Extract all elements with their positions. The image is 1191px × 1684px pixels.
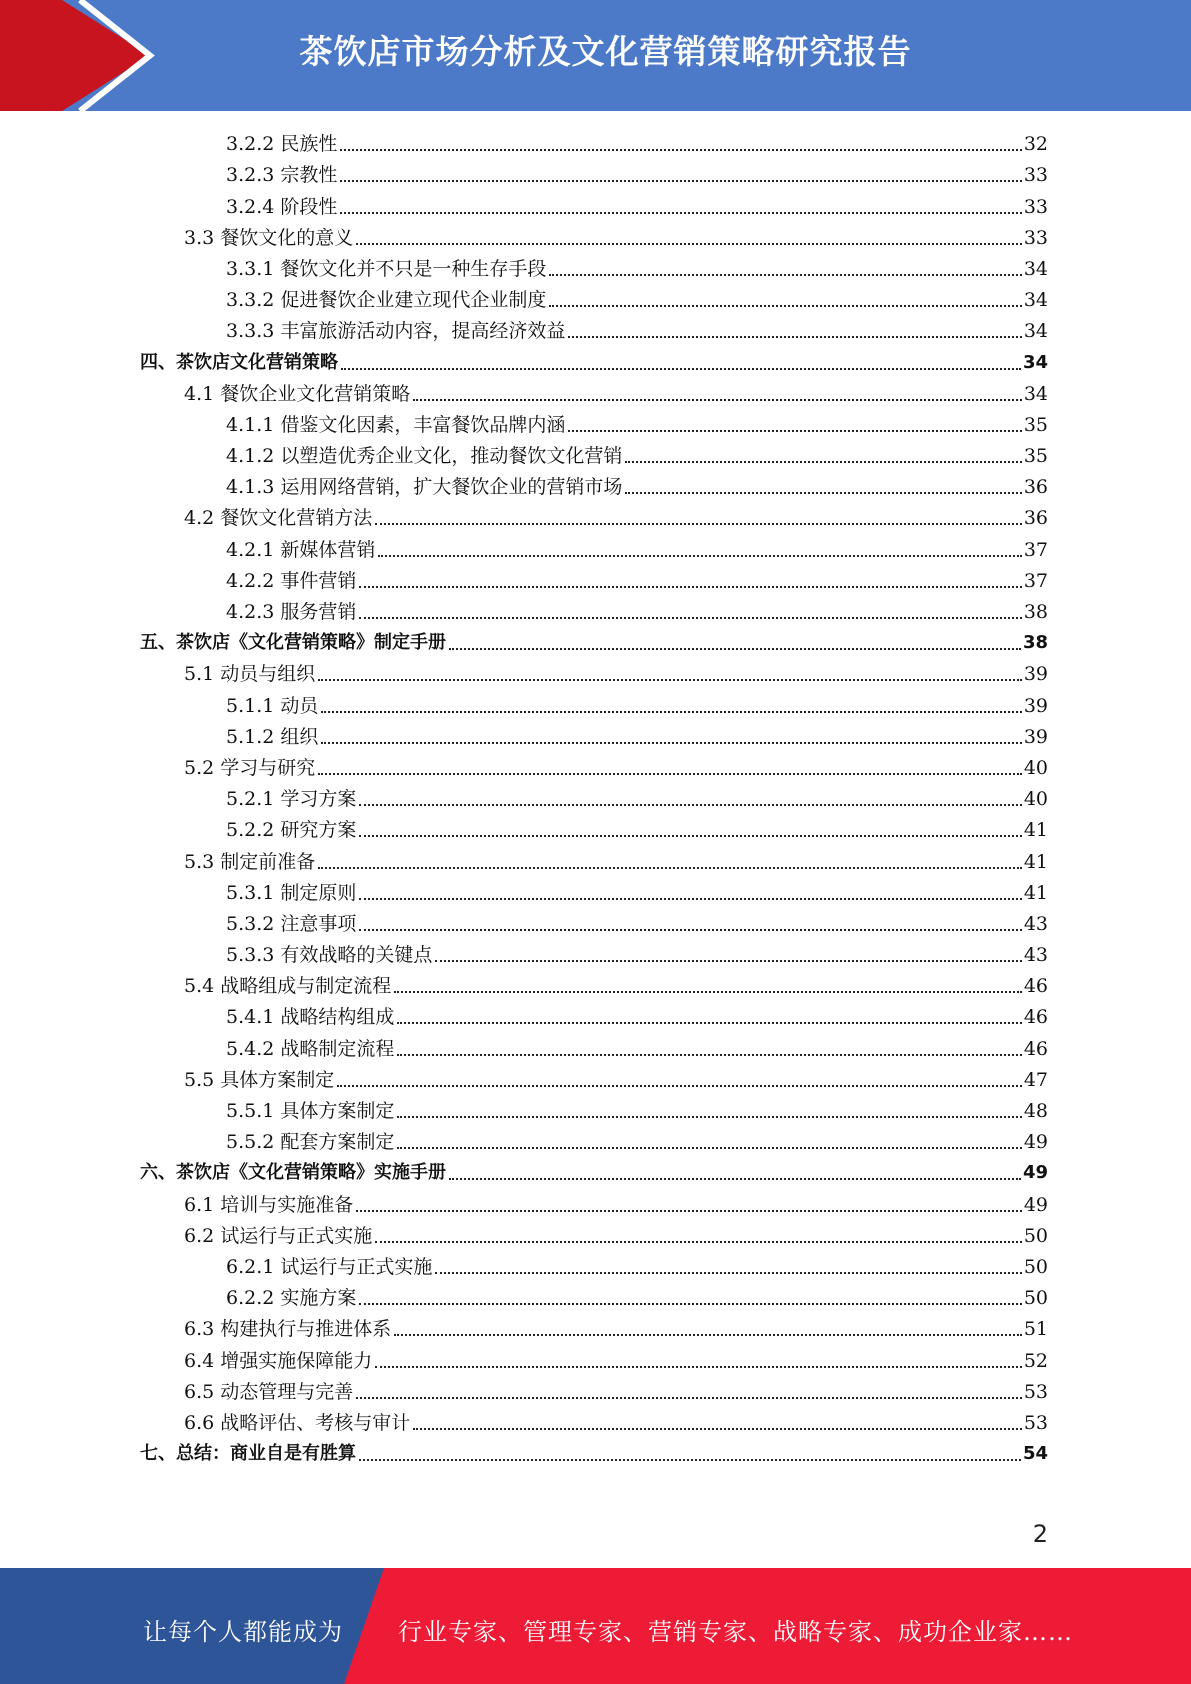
toc-entry[interactable] — [140, 531, 1048, 562]
toc-entry[interactable] — [140, 344, 1048, 375]
toc-entry[interactable] — [140, 1062, 1048, 1093]
toc-entry[interactable] — [140, 656, 1048, 687]
dot-leader — [356, 1210, 1022, 1212]
toc-entry-title: 3.3.1 餐饮文化并不只是一种生存手段 — [226, 257, 547, 280]
dot-leader — [568, 336, 1021, 338]
toc-entry[interactable] — [140, 469, 1048, 500]
toc-entry-page: 39 — [1023, 663, 1048, 686]
toc-entry-page: 40 — [1023, 788, 1048, 811]
toc-entry-title: 5.5.1 具体方案制定 — [226, 1100, 395, 1122]
toc-entry-page: 37 — [1023, 569, 1048, 592]
toc-entry-title: 5.1 动员与组织 — [184, 663, 316, 686]
toc-entry-title: 4.1.2 以塑造优秀企业文化，推动餐饮文化营销 — [226, 445, 623, 468]
toc-entry-page: 43 — [1023, 944, 1048, 967]
toc-entry-page: 36 — [1023, 507, 1048, 530]
toc-entry-page: 46 — [1023, 1037, 1048, 1060]
toc-entry-page: 37 — [1023, 538, 1048, 561]
toc-entry[interactable] — [140, 999, 1048, 1030]
toc-entry[interactable] — [140, 1342, 1048, 1373]
toc-entry-title: 6.2 试运行与正式实施 — [184, 1224, 373, 1247]
toc-entry-page: 47 — [1023, 1068, 1048, 1091]
toc-entry-title: 五、茶饮店《文化营销策略》制定手册 — [140, 632, 446, 654]
dot-leader — [359, 1459, 1021, 1461]
toc-entry[interactable] — [140, 376, 1048, 407]
toc-entry-page: 34 — [1023, 257, 1048, 280]
toc-entry-title: 5.2.2 研究方案 — [226, 819, 357, 842]
toc-entry[interactable] — [140, 1405, 1048, 1436]
toc-entry-page: 33 — [1023, 226, 1048, 249]
dot-leader — [359, 1303, 1021, 1305]
toc-entry[interactable] — [140, 906, 1048, 937]
toc-entry[interactable] — [140, 282, 1048, 313]
toc-entry[interactable] — [140, 251, 1048, 282]
toc-entry-title: 5.4.2 战略制定流程 — [226, 1037, 395, 1060]
toc-entry-title: 3.2.3 宗教性 — [226, 164, 338, 187]
toc-entry[interactable] — [140, 812, 1048, 843]
toc-entry-page: 41 — [1023, 881, 1048, 904]
toc-entry[interactable] — [140, 313, 1048, 344]
page-header — [0, 0, 1191, 111]
toc-entry-title: 3.3.3 丰富旅游活动内容，提高经济效益 — [226, 320, 566, 343]
footer-slogan: 让每个人都能成为 — [143, 1618, 343, 1646]
toc-entry[interactable] — [140, 687, 1048, 718]
dot-leader — [435, 1272, 1021, 1274]
toc-entry[interactable] — [140, 563, 1048, 594]
dot-leader — [397, 1147, 1021, 1149]
toc-entry[interactable] — [140, 875, 1048, 906]
toc-entry-title: 3.3.2 促进餐饮企业建立现代企业制度 — [226, 289, 547, 312]
toc-entry[interactable] — [140, 188, 1048, 219]
toc-entry-page: 41 — [1023, 850, 1048, 873]
toc-entry-page: 33 — [1023, 164, 1048, 187]
toc-entry-page: 36 — [1023, 476, 1048, 499]
toc-entry-title: 6.5 动态管理与完善 — [184, 1380, 354, 1403]
dot-leader — [413, 399, 1022, 401]
dot-leader — [625, 461, 1021, 463]
toc-entry[interactable] — [140, 1186, 1048, 1217]
dot-leader — [359, 898, 1021, 900]
toc-entry-title: 6.4 增强实施保障能力 — [184, 1349, 373, 1372]
toc-entry-title: 4.1.1 借鉴文化因素，丰富餐饮品牌内涵 — [226, 413, 566, 436]
page-footer — [0, 1568, 1191, 1684]
toc-entry[interactable] — [140, 843, 1048, 874]
toc-entry-page: 50 — [1023, 1224, 1048, 1247]
toc-entry-page: 52 — [1023, 1349, 1048, 1372]
toc-entry[interactable] — [140, 1155, 1048, 1186]
dot-leader — [318, 679, 1022, 681]
toc-entry-title: 6.2.2 实施方案 — [226, 1287, 357, 1310]
toc-entry-page: 34 — [1023, 320, 1048, 343]
dot-leader — [449, 1178, 1021, 1180]
toc-entry-page: 34 — [1023, 382, 1048, 405]
toc-entry-title: 5.2 学习与研究 — [184, 756, 316, 779]
dot-leader — [375, 523, 1022, 525]
dot-leader — [340, 212, 1021, 214]
toc-entry[interactable] — [140, 937, 1048, 968]
toc-entry-title: 6.6 战略评估、考核与审计 — [184, 1411, 411, 1434]
dot-leader — [397, 1054, 1021, 1056]
toc-entry-title: 3.3 餐饮文化的意义 — [184, 226, 354, 249]
toc-entry-page: 35 — [1023, 413, 1048, 436]
toc-entry-page: 54 — [1022, 1443, 1048, 1465]
toc-entry-page: 34 — [1023, 289, 1048, 312]
dot-leader — [397, 1022, 1021, 1024]
dot-leader — [337, 1085, 1022, 1087]
dot-leader — [359, 586, 1021, 588]
dot-leader — [413, 1428, 1022, 1430]
toc-entry-page: 35 — [1023, 445, 1048, 468]
toc-entry-page: 33 — [1023, 195, 1048, 218]
toc-entry-title: 5.3.2 注意事项 — [226, 912, 357, 935]
toc-entry-title: 5.4.1 战略结构组成 — [226, 1006, 395, 1029]
toc-entry-page: 39 — [1023, 725, 1048, 748]
toc-entry[interactable] — [140, 157, 1048, 188]
toc-entry[interactable] — [140, 438, 1048, 469]
toc-entry[interactable] — [140, 126, 1048, 157]
toc-entry[interactable] — [140, 1374, 1048, 1405]
toc-entry[interactable] — [140, 1280, 1048, 1311]
toc-entry-title: 4.2 餐饮文化营销方法 — [184, 507, 373, 530]
toc-entry[interactable] — [140, 407, 1048, 438]
toc-entry-title: 六、茶饮店《文化营销策略》实施手册 — [140, 1162, 446, 1184]
toc-entry-title: 四、茶饮店文化营销策略 — [140, 351, 338, 373]
dot-leader — [340, 149, 1021, 151]
page-number: 2 — [1032, 1520, 1048, 1548]
dot-leader — [359, 835, 1021, 837]
toc-entry[interactable] — [140, 1311, 1048, 1342]
toc-entry-title: 6.3 构建执行与推进体系 — [184, 1318, 392, 1341]
toc-entry-page: 50 — [1023, 1255, 1048, 1278]
toc-entry-title: 6.2.1 试运行与正式实施 — [226, 1255, 433, 1278]
toc-entry-title: 6.1 培训与实施准备 — [184, 1193, 354, 1216]
toc-entry[interactable] — [140, 968, 1048, 999]
toc-entry-page: 46 — [1023, 1006, 1048, 1029]
toc-entry-page: 38 — [1022, 632, 1048, 654]
toc-entry-title: 5.4 战略组成与制定流程 — [184, 975, 392, 998]
toc-entry[interactable] — [140, 594, 1048, 625]
dot-leader — [394, 991, 1022, 993]
toc-entry-page: 39 — [1023, 694, 1048, 717]
dot-leader — [397, 1116, 1021, 1118]
dot-leader — [341, 368, 1021, 370]
dot-leader — [435, 960, 1021, 962]
dot-leader — [318, 867, 1022, 869]
toc-entry[interactable] — [140, 1218, 1048, 1249]
toc-entry-page: 49 — [1022, 1162, 1048, 1184]
dot-leader — [549, 305, 1021, 307]
dot-leader — [375, 1241, 1022, 1243]
toc-entry[interactable] — [140, 781, 1048, 812]
toc-entry-page: 49 — [1023, 1193, 1048, 1216]
toc-entry-title: 4.2.2 事件营销 — [226, 569, 357, 592]
toc-entry-page: 38 — [1023, 601, 1048, 623]
dot-leader — [625, 492, 1021, 494]
dot-leader — [359, 617, 1021, 619]
dot-leader — [568, 430, 1021, 432]
toc-entry[interactable] — [140, 1124, 1048, 1155]
toc-entry[interactable] — [140, 719, 1048, 750]
toc-entry-page: 40 — [1023, 756, 1048, 779]
toc-entry-title: 4.2.1 新媒体营销 — [226, 538, 376, 561]
dot-leader — [375, 1366, 1022, 1368]
toc-entry[interactable] — [140, 1436, 1048, 1467]
toc-entry-page: 53 — [1023, 1411, 1048, 1434]
toc-entry-title: 5.1.1 动员 — [226, 694, 319, 717]
toc-entry-title: 七、总结：商业自是有胜算 — [140, 1443, 356, 1465]
toc-entry-page: 50 — [1023, 1287, 1048, 1310]
dot-leader — [359, 804, 1021, 806]
toc-entry-title: 3.2.4 阶段性 — [226, 195, 338, 218]
toc-entry-title: 5.5.2 配套方案制定 — [226, 1131, 395, 1154]
toc-entry-title: 4.2.3 服务营销 — [226, 601, 357, 623]
toc-entry[interactable] — [140, 1093, 1048, 1124]
toc-entry-title: 3.2.2 民族性 — [226, 133, 338, 156]
dot-leader — [449, 648, 1021, 650]
toc-entry-title: 4.1 餐饮企业文化营销策略 — [184, 382, 411, 405]
toc-entry[interactable] — [140, 625, 1048, 656]
toc-entry-page: 34 — [1022, 351, 1048, 373]
toc-entry-title: 5.1.2 组织 — [226, 725, 319, 748]
toc-entry-page: 51 — [1023, 1318, 1048, 1341]
toc-entry[interactable] — [140, 1030, 1048, 1061]
toc-entry-title: 4.1.3 运用网络营销，扩大餐饮企业的营销市场 — [226, 476, 623, 499]
table-of-contents — [140, 126, 1048, 1467]
dot-leader — [549, 274, 1021, 276]
toc-entry-page: 46 — [1023, 975, 1048, 998]
document-title: 茶饮店市场分析及文化营销策略研究报告 — [299, 32, 912, 71]
dot-leader — [378, 555, 1021, 557]
toc-entry-page: 32 — [1023, 133, 1048, 156]
dot-leader — [359, 929, 1021, 931]
toc-entry-page: 43 — [1023, 912, 1048, 935]
toc-entry-page: 49 — [1023, 1131, 1048, 1154]
toc-entry[interactable] — [140, 220, 1048, 251]
dot-leader — [340, 180, 1021, 182]
dot-leader — [356, 243, 1022, 245]
toc-entry-title: 5.5 具体方案制定 — [184, 1068, 335, 1091]
dot-leader — [321, 742, 1021, 744]
dot-leader — [356, 1397, 1022, 1399]
footer-roles: 行业专家、管理专家、营销专家、战略专家、成功企业家…… — [398, 1618, 1073, 1646]
toc-entry[interactable] — [140, 750, 1048, 781]
dot-leader — [394, 1334, 1022, 1336]
toc-entry-title: 5.3 制定前准备 — [184, 850, 316, 873]
toc-entry-page: 41 — [1023, 819, 1048, 842]
dot-leader — [318, 773, 1022, 775]
toc-entry[interactable] — [140, 1249, 1048, 1280]
toc-entry-title: 5.3.1 制定原则 — [226, 881, 357, 904]
toc-entry-page: 53 — [1023, 1380, 1048, 1403]
toc-entry-title: 5.3.3 有效战略的关键点 — [226, 944, 433, 967]
dot-leader — [321, 711, 1021, 713]
toc-entry-title: 5.2.1 学习方案 — [226, 788, 357, 811]
toc-entry-page: 48 — [1023, 1100, 1048, 1122]
toc-entry[interactable] — [140, 500, 1048, 531]
